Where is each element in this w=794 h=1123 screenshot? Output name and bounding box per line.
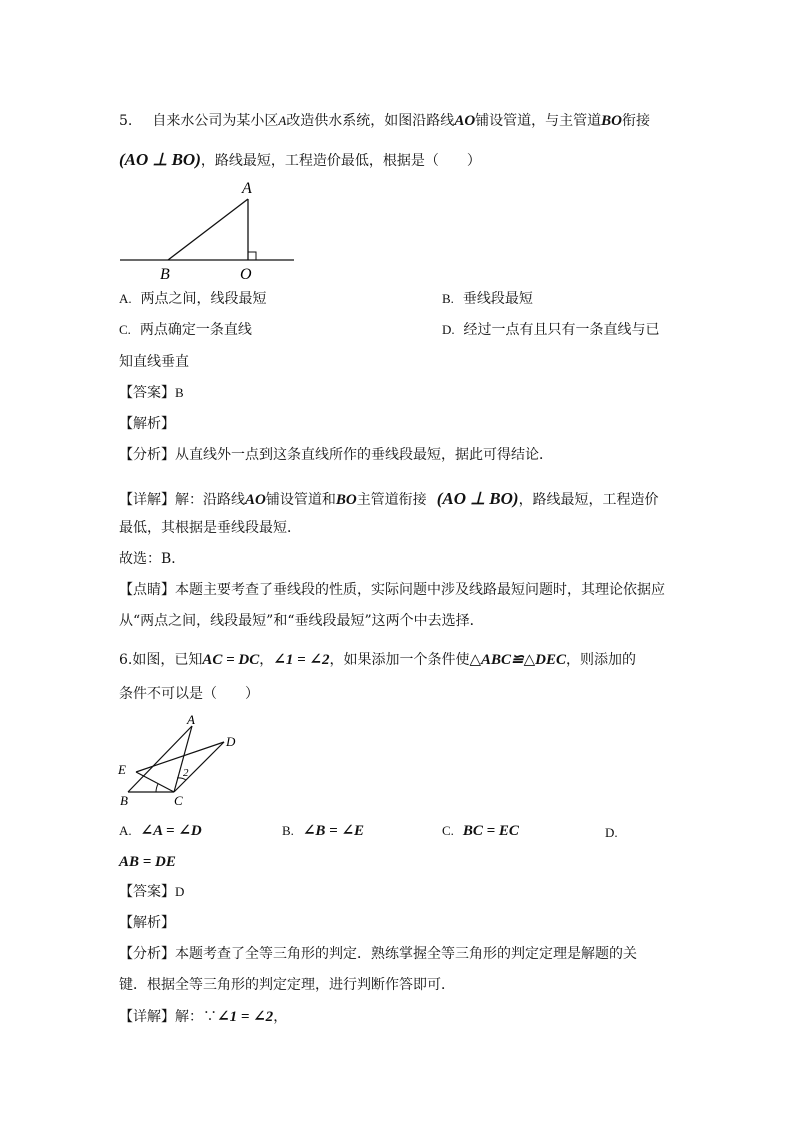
q6-option-a: A. ∠A = ∠D — [119, 823, 202, 839]
q5-label-O: O — [240, 266, 252, 283]
q5-figure — [110, 178, 310, 284]
q6-answer: 【答案】D — [119, 884, 185, 900]
q5-choose: 故选：B． — [119, 551, 186, 567]
q6-detail-line1: 【详解】解：∵∠1 = ∠2， — [119, 1009, 288, 1025]
q6-option-d-letter: D. — [605, 825, 618, 840]
q6-segment-DC — [174, 742, 224, 792]
q6-label-2: 2 — [183, 767, 189, 779]
q5-option-d-cont: 知直线垂直 — [119, 354, 189, 370]
q5-option-d: D. 经过一点有且只有一条直线与已 — [442, 322, 660, 338]
q6-option-c: C. BC = EC — [442, 823, 519, 839]
q5-fenxi: 【分析】从直线外一点到这条直线所作的垂线段最短，据此可得结论． — [119, 447, 553, 463]
q6-segment-ED — [136, 742, 224, 772]
q6-segment-EC — [136, 772, 174, 792]
q5-dianjing-line2: 从“两点之间，线段最短”和“垂线段最短”这两个中去选择． — [119, 613, 484, 629]
q5-detail-line1: 【详解】解：沿路线AO铺设管道和BO主管道衔接 (AO ⊥ BO)，路线最短，工程造价 — [119, 489, 659, 508]
q5-perp-condition: (AO ⊥ BO) — [119, 150, 201, 169]
q6-stem-line2: 条件不可以是（ ） — [119, 686, 259, 702]
q5-analysis-title: 【解析】 — [119, 416, 175, 432]
q5-label-B: B — [160, 266, 170, 283]
q5-dianjing-line1: 【点睛】本题主要考查了垂线段的性质，实际问题中涉及线路最短问题时，其理论依据应 — [119, 582, 665, 598]
q6-label-B: B — [120, 793, 128, 808]
q5-stem-line1: 5. 自来水公司为某小区A改造供水系统，如图沿路线AO铺设管道，与主管道BO衔接 — [119, 113, 650, 129]
q6-label-A: A — [187, 712, 195, 727]
q5-right-angle-mark — [248, 252, 256, 260]
q5-segment-AB — [168, 199, 248, 260]
q6-number: 6. — [119, 652, 133, 668]
q6-label-E: E — [118, 762, 126, 777]
q5-number: 5. — [119, 113, 133, 129]
q6-label-D: D — [226, 734, 236, 749]
q5-option-a: A. 两点之间，线段最短 — [119, 291, 267, 307]
q6-fenxi-line1: 【分析】本题考查了全等三角形的判定．熟练掌握全等三角形的判定定理是解题的关 — [119, 946, 637, 962]
q6-stem-line1: 6.如图，已知AC = DC，∠1 = ∠2，如果添加一个条件使△ABC≌△DEC，则添加的 — [119, 652, 636, 668]
q6-analysis-title: 【解析】 — [119, 915, 175, 931]
q5-option-b: B. 垂线段最短 — [442, 291, 533, 307]
q5-stem-line2: (AO ⊥ BO)，路线最短，工程造价最低，根据是（ ） — [119, 150, 481, 169]
q6-option-b: B. ∠B = ∠E — [282, 823, 365, 839]
q5-answer: 【答案】B — [119, 385, 184, 401]
q5-label-A: A — [242, 180, 252, 197]
q5-detail-line2: 最低，其根据是垂线段最短． — [119, 520, 301, 536]
q6-angle-1-mark — [156, 784, 158, 792]
q6-fenxi-line2: 键．根据全等三角形的判定定理，进行判断作答即可． — [119, 977, 455, 993]
q6-label-C: C — [174, 793, 183, 808]
q6-figure — [112, 712, 252, 812]
q5-option-c: C. 两点确定一条直线 — [119, 322, 252, 338]
q6-option-d-math: AB = DE — [119, 854, 176, 870]
